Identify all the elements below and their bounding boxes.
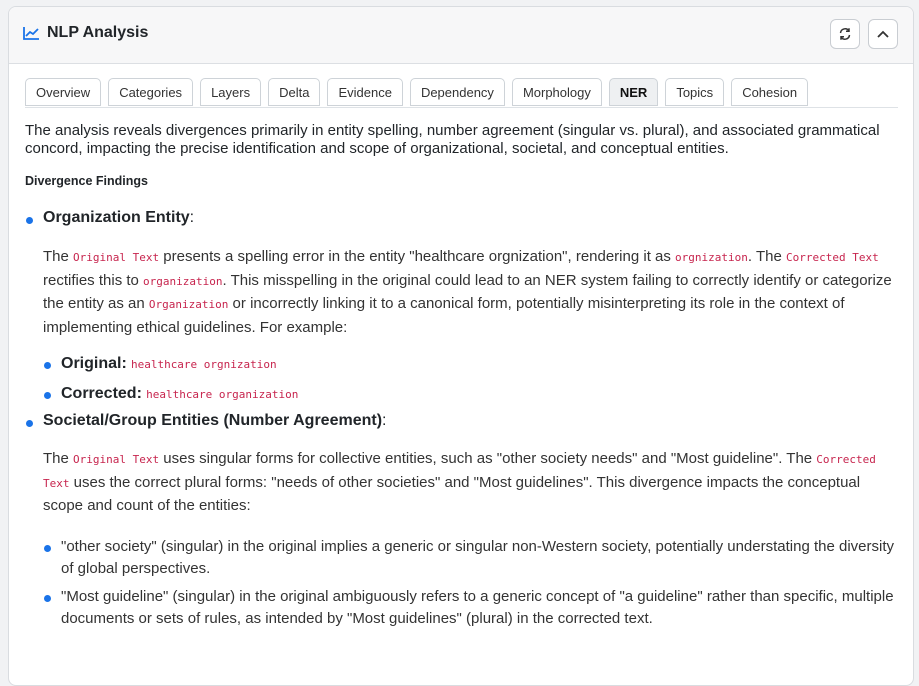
tab-overview[interactable]: Overview xyxy=(25,78,101,106)
bullet-text: "Most guideline" (singular) in the original ambiguously refers to a generic concept of "a guideline" rather than specific, multiple documents or sets of rules, as intended by "Most guidelines" (plural) in the corrected text. xyxy=(61,587,894,627)
tab-ner[interactable]: NER xyxy=(609,78,658,106)
original-code: healthcare orgnization xyxy=(130,358,277,371)
text-span: presents a spelling error in the entity "healthcare orgnization", rendering it as xyxy=(159,248,676,265)
example-corrected xyxy=(25,383,900,407)
text-span: The xyxy=(43,248,74,265)
bullet-text: "other society" (singular) in the original implies a generic or singular non-Western society, potentially understating the diversity of global perspectives. xyxy=(61,537,894,577)
text-span: The xyxy=(43,450,74,467)
chevron-up-icon xyxy=(877,30,889,38)
code-organization-label: Organization xyxy=(148,298,229,311)
card-header xyxy=(9,7,913,64)
example-original xyxy=(25,353,900,377)
tab-evidence[interactable]: Evidence xyxy=(327,78,402,106)
page-title: NLP Analysis xyxy=(47,24,149,41)
tab-bar xyxy=(25,78,898,108)
intro-text: The analysis reveals divergences primarily in entity spelling, number agreement (singular vs. plural), and associated grammatical concord, impacting the precise identification and scope of organizational, societal, and conceptual entities. xyxy=(25,122,880,157)
finding-colon: : xyxy=(382,412,387,429)
bullet-dot xyxy=(44,545,51,552)
tab-cohesion[interactable]: Cohesion xyxy=(731,78,808,106)
nlp-analysis-card xyxy=(8,6,914,686)
text-span: . The xyxy=(747,248,786,265)
entity-bullet-guideline xyxy=(25,586,900,631)
bullet-dot xyxy=(26,217,33,224)
tab-delta[interactable]: Delta xyxy=(268,78,320,106)
bullet-dot xyxy=(44,595,51,602)
code-original-text: Original Text xyxy=(73,251,160,264)
code-orgnization: orgnization xyxy=(675,251,748,264)
tab-dependency[interactable]: Dependency xyxy=(410,78,505,106)
code-corrected-text: Corrected Text xyxy=(43,453,876,490)
ner-content xyxy=(25,122,900,631)
code-original-text: Original Text xyxy=(73,453,160,466)
bullet-dot xyxy=(44,362,51,369)
corrected-label: Corrected: xyxy=(61,384,142,402)
text-span: or incorrectly linking it to a canonical form, potentially misinterpreting its role in the context of implementing ethical guidelines. For example: xyxy=(43,295,845,336)
header-title xyxy=(23,24,148,42)
finding-paragraph xyxy=(25,448,900,518)
text-span: uses singular forms for collective entities, such as "other society needs" and "Most guideline". The xyxy=(159,450,817,467)
tab-topics[interactable]: Topics xyxy=(665,78,724,106)
text-span: uses the correct plural forms: "needs of other societies" and "Most guidelines". This divergence impacts the conceptual scope and count of the entities: xyxy=(43,473,861,514)
section-heading: Divergence Findings xyxy=(25,174,148,188)
tab-layers[interactable]: Layers xyxy=(200,78,261,106)
finding-organization-entity xyxy=(25,208,900,406)
collapse-button[interactable] xyxy=(868,19,898,49)
bullet-dot xyxy=(44,392,51,399)
refresh-button[interactable] xyxy=(830,19,860,49)
chart-line-icon xyxy=(23,26,40,40)
finding-title: Societal/Group Entities (Number Agreement) xyxy=(43,412,383,429)
finding-societal-entities xyxy=(25,411,900,631)
tab-categories[interactable]: Categories xyxy=(108,78,193,106)
text-span: rectifies this to xyxy=(43,271,144,289)
code-corrected-text: Corrected Text xyxy=(786,251,879,264)
corrected-code: healthcare organization xyxy=(146,387,299,401)
refresh-icon xyxy=(838,27,852,41)
bullet-dot xyxy=(26,420,33,427)
code-organization: organization xyxy=(143,274,223,288)
text-span: . This misspelling in the original could lead to an NER system failing to correctly identify or categorize the entity as an xyxy=(43,271,892,312)
entity-bullet-society xyxy=(25,536,900,581)
tab-morphology[interactable]: Morphology xyxy=(512,78,602,106)
finding-paragraph xyxy=(25,246,900,339)
finding-colon: : xyxy=(189,209,195,226)
finding-title: Organization Entity xyxy=(43,209,190,226)
original-label: Original: xyxy=(61,355,127,372)
